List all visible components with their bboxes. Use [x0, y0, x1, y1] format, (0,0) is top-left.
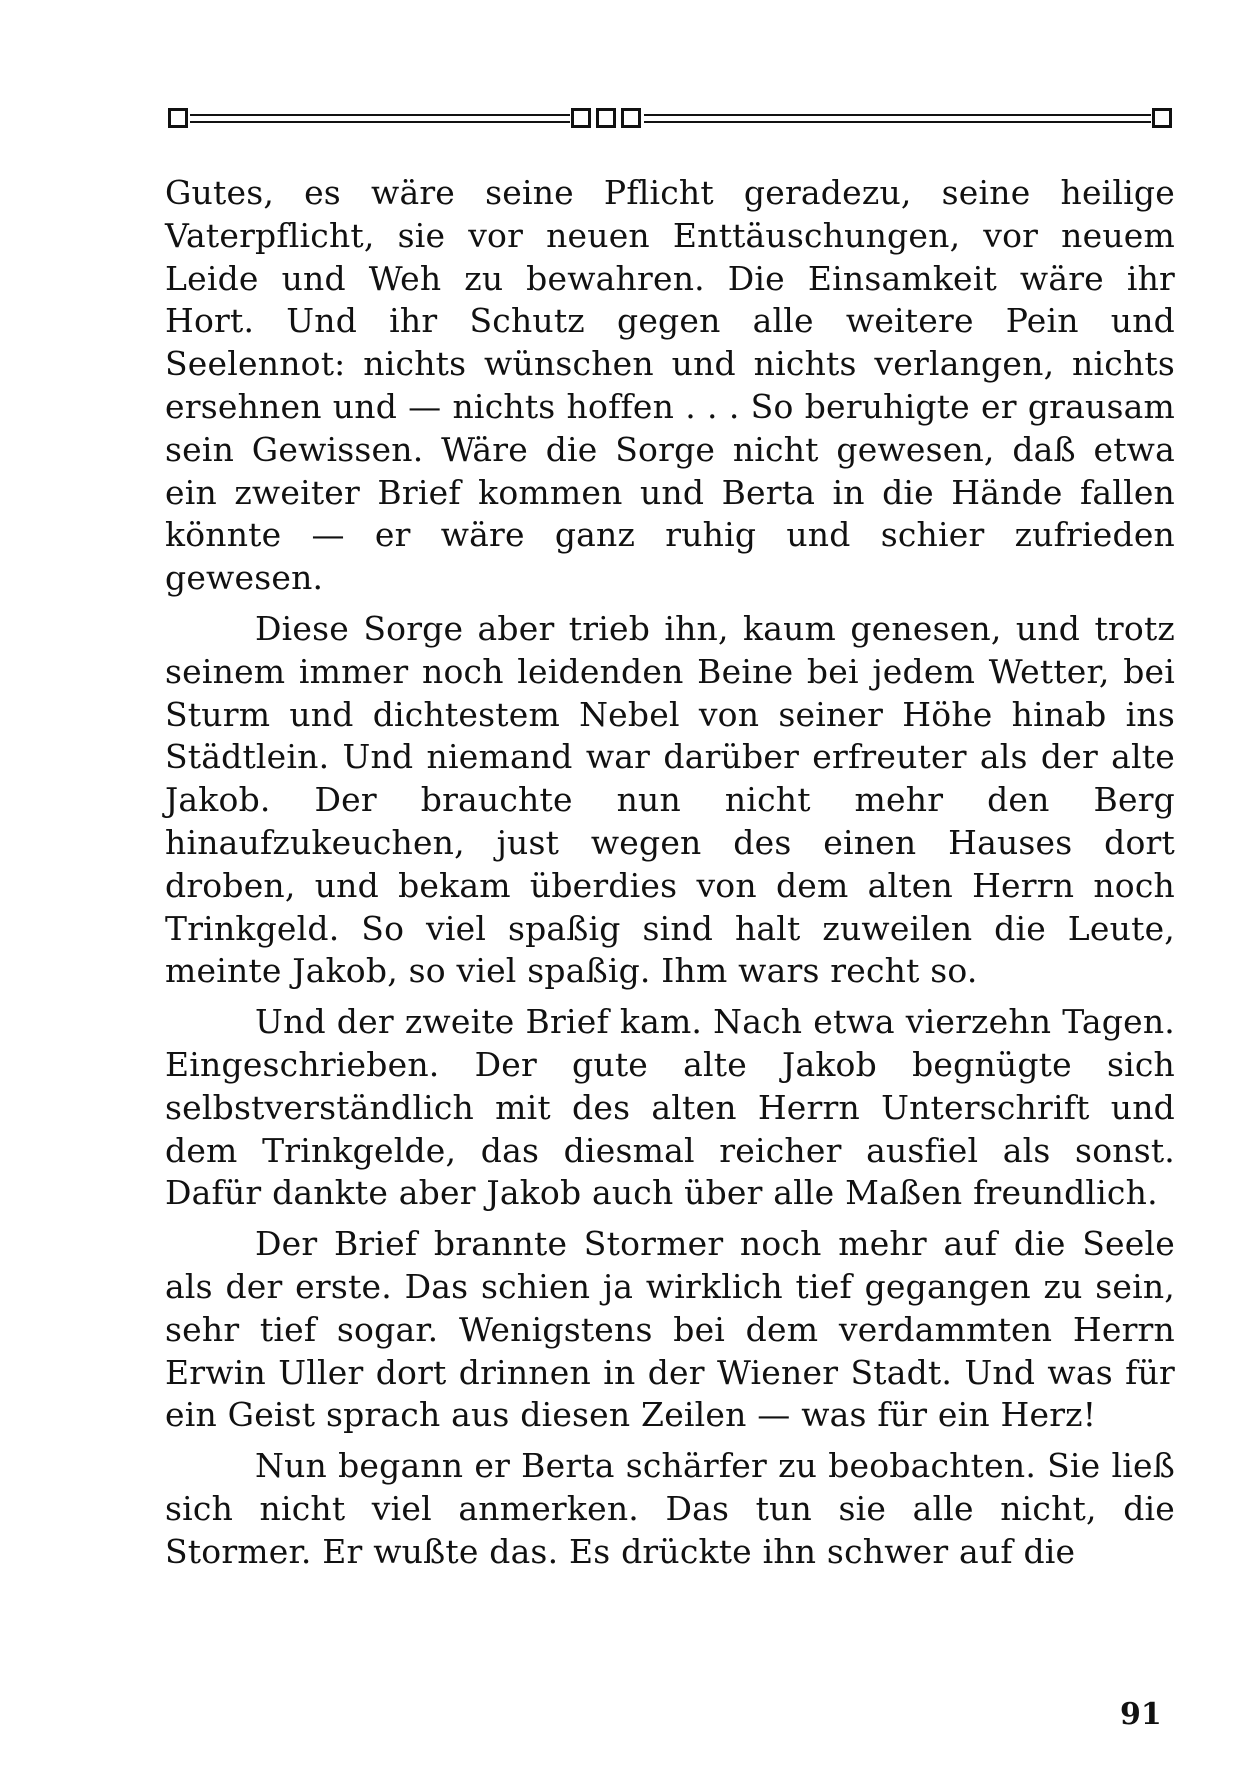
body-text — [165, 172, 1175, 1582]
paragraph: Nun begann er Berta schärfer zu beobachten. Sie ließ sich nicht viel anmerken. Das tun sie alle nicht, die Stormer. Er wußte das. Es drückte ihn schwer auf die — [165, 1446, 1175, 1571]
ornament-box — [168, 108, 188, 128]
paragraph: Gutes, es wäre seine Pflicht geradezu, seine heilige Vaterpflicht, sie vor neuen Enttäuschungen, vor neuem Leide und Weh zu bewahren. Die Einsamkeit wäre ihr Hort. Und ihr Schutz gegen alle weitere Pein und Seelennot: nichts wünschen und nichts verlangen, nichts ersehnen und — nichts hoffen . . . So beruhigte er grausam sein Gewissen. Wäre die Sorge nicht gewesen, daß etwa ein zweiter Brief kommen und Berta in die Hände fallen könnte — er wäre ganz ruhig und schier zufrieden gewesen. — [165, 173, 1175, 598]
ornament-rule — [190, 114, 570, 123]
ornament-box — [1152, 108, 1172, 128]
ornament-box — [621, 108, 641, 128]
paragraph: Und der zweite Brief kam. Nach etwa vierzehn Tagen. Eingeschrieben. Der gute alte Jakob begnügte sich selbstverständlich mit des alten Herrn Unterschrift und dem Trinkgelde, das diesmal reicher ausfiel als sonst. Dafür dankte aber Jakob auch über alle Maßen freundlich. — [165, 1002, 1175, 1213]
header-ornament — [168, 107, 1174, 133]
ornament-box — [596, 108, 616, 128]
page-number: 91 — [1120, 1697, 1162, 1732]
ornament-rule — [644, 114, 1151, 123]
paragraph: Der Brief brannte Stormer noch mehr auf die Seele als der erste. Das schien ja wirklich tief gegangen zu sein, sehr tief sogar. Wenigstens bei dem verdammten Herrn Erwin Uller dort drinnen in der Wiener Stadt. Und was für ein Geist sprach aus diesen Zeilen — was für ein Herz! — [165, 1224, 1175, 1435]
ornament-box — [571, 108, 591, 128]
paragraph: Diese Sorge aber trieb ihn, kaum genesen, und trotz seinem immer noch leidenden Beine bei jedem Wetter, bei Sturm und dichtestem Nebel von seiner Höhe hinab ins Städtlein. Und niemand war darüber erfreuter als der alte Jakob. Der brauchte nun nicht mehr den Berg hinaufzukeuchen, just wegen des einen Hauses dort droben, und bekam überdies von dem alten Herrn noch Trinkgeld. So viel spaßig sind halt zuweilen die Leute, meinte Jakob, so viel spaßig. Ihm wars recht so. — [165, 608, 1175, 991]
